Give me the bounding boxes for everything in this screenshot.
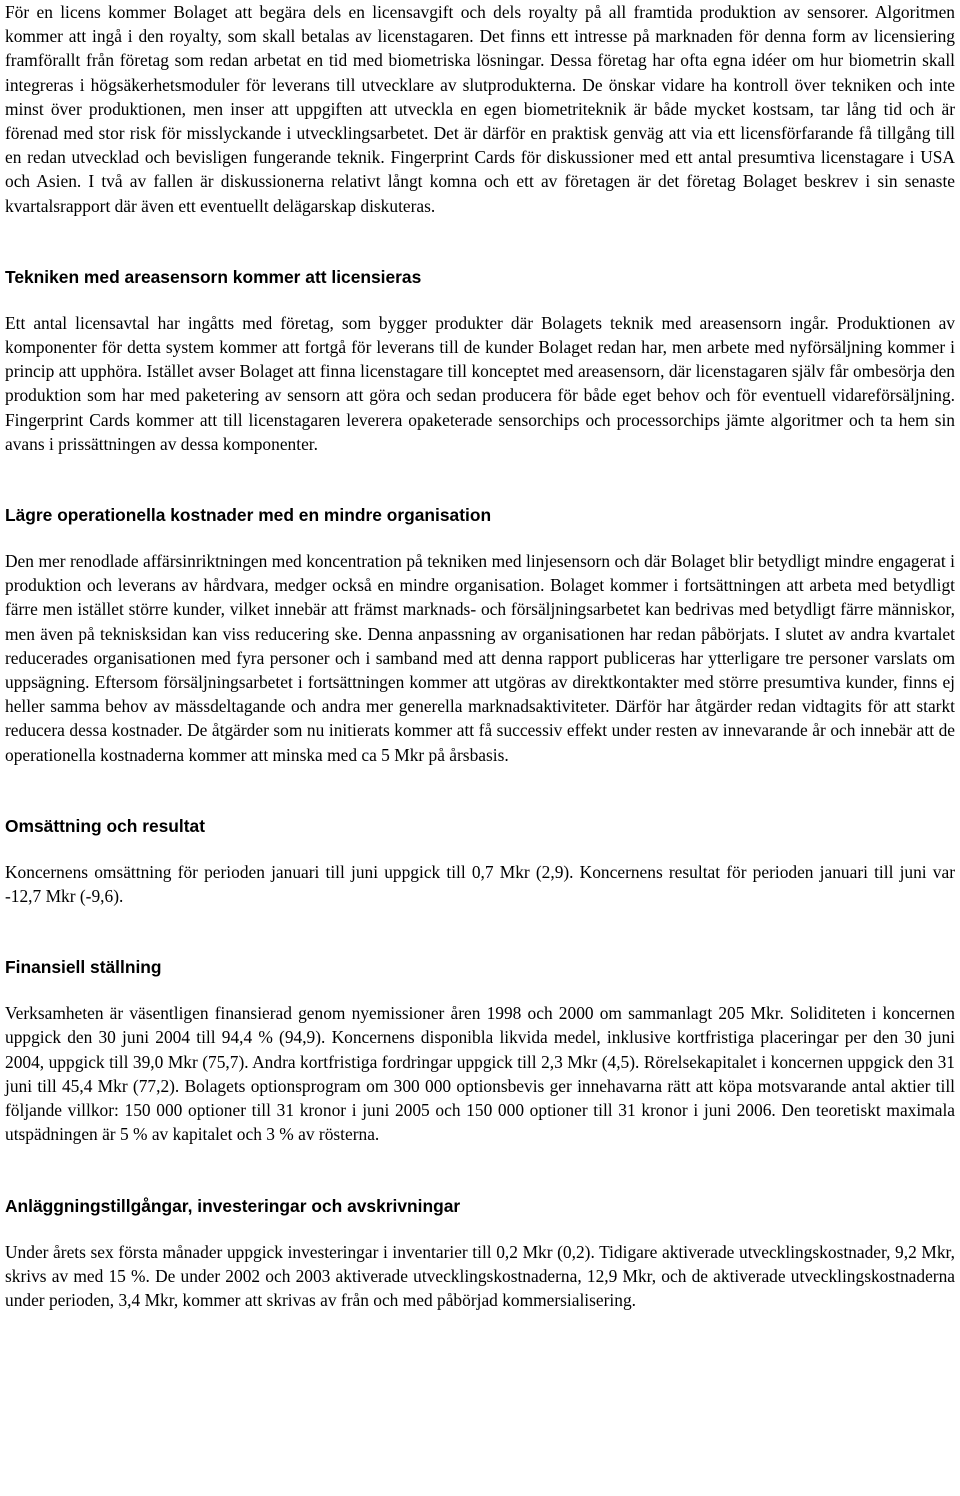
paragraph-fixed-assets-investments: Under årets sex första månader uppgick investeringar i inventarier till 0,2 Mkr (0,2). Tidigare aktiverade utvecklingskostnader, 9,2 Mkr, skrivs av med 15 %. De under 2002 och 2003 aktiverade utvecklingskostnaderna, 12,9 Mkr, och de aktiverade utvecklingskostnaderna under perioden, 3,4 Mkr, kommer att skrivas av från och med påbörjad kommersialisering. [5, 1241, 955, 1310]
heading-areasensor-licensing: Tekniken med areasensorn kommer att licensieras [5, 266, 422, 287]
heading-lower-operational-costs: Lägre operationella kostnader med en mindre organisation [5, 505, 492, 526]
heading-revenue-and-result: Omsättning och resultat [5, 815, 206, 836]
intro-paragraph: För en licens kommer Bolaget att begära dels en licensavgift och dels royalty på all framtida produktion av sensorer. Algoritmen kommer att ingå i den royalty, som skall betalas av licenstagaren. Det finns ett intresse på marknaden för denna form av licensiering framförallt från företag som redan arbetat en tid med biometriska lösningar. Dessa företag har ofta egna idéer om hur biometrin skall integreras i högsäkerhetsmoduler för leverans till utvecklare av slutprodukterna. De önskar vidare ha kontroll över tekniken och inte minst över produktionen, men inser att uppgiften att utveckla en egen biometriteknik är både mycket kostsam, tar lång tid och är förenad med stor risk för misslyckande i utvecklingsarbetet. Det är därför en praktisk genväg att via ett licensförfarande få tillgång till en redan utvecklad och bevisligen fungerande teknik. Fingerprint Cards för diskussioner med ett antal presumtiva licenstagare i USA och Asien. I två av fallen är diskussionerna relativt långt komna och ett av företagen är det företag Bolaget beskrev i sin senaste kvartalsrapport där även ett eventuellt delägarskap diskuteras. [5, 2, 955, 216]
heading-financial-position: Finansiell ställning [5, 957, 162, 978]
paragraph-lower-operational-costs: Den mer renodlade affärsinriktningen med koncentration på tekniken med linjesensorn och där Bolaget blir betydligt mindre engagerat i produktion och leverans av hårdvara, medger också en mindre organisation. Bolaget kommer i fortsättningen att arbeta med betydligt färre men istället större kunder, vilket innebär att främst marknads- och försäljningsarbetet kan bedrivas med betydligt färre människor, men även på teknisksidan kan viss reducering ske. Denna anpassning av organisationen har redan påbörjats. I slutet av andra kvartalet reducerades organisationen med fyra personer och i samband med att denna rapport publiceras har ytterligare tre personer varslats om uppsägning. Eftersom försäljningsarbetet i fortsättningen kommer att utgöras av direktkontakter med större presumtiva kunder, finns ej heller samma behov av mässdeltagande och andra mer generella marknadsaktiviteter. Därför har åtgärder redan vidtagits för att starkt reducera dessa kostnader. De åtgärder som nu initierats kommer att få successiv effekt under resten av innevarande år och innebär att de operationella kostnaderna kommer att minska med ca 5 Mkr på årsbasis. [5, 551, 955, 765]
paragraph-revenue-and-result: Koncernens omsättning för perioden januari till juni uppgick till 0,7 Mkr (2,9). Koncernens resultat för perioden januari till juni var -12,7 Mkr (-9,6). [5, 861, 955, 907]
heading-fixed-assets-investments: Anläggningstillgångar, investeringar och avskrivningar [5, 1195, 461, 1216]
paragraph-areasensor-licensing: Ett antal licensavtal har ingåtts med företag, som bygger produkter där Bolagets teknik med areasensorn ingår. Produktionen av komponenter för detta system kommer att fortgå för leverans till de kunder Bolaget redan har, men arbete med nyförsäljning kommer i princip att upphöra. Istället avser Bolaget att finna licenstagare till konceptet med areasensorn, där licenstagaren själv får ombesörja den produktion som har med paketering av sensorn att göra och sedan producera för både eget behov och för eventuell vidareförsäljning. Fingerprint Cards kommer att till licenstagaren leverera opaketerade sensorchips och processorchips jämte algoritmer och ta hem sin avans i prissättningen av dessa komponenter. [5, 312, 955, 454]
paragraph-financial-position: Verksamheten är väsentligen finansierad genom nyemissioner åren 1998 och 2000 om sammanlagt 205 Mkr. Soliditeten i koncernen uppgick den 30 juni 2004 till 94,4 % (94,9). Koncernens disponibla likvida medel, inklusive kortfristiga placeringar per den 30 juni 2004, uppgick till 39,0 Mkr (75,7). Andra kortfristiga fordringar uppgick till 2,3 Mkr (4,5). Rörelsekapitalet i koncernen uppgick den 31 juni till 45,4 Mkr (77,2). Bolagets optionsprogram om 300 000 optionsbevis ger innehavarna rätt att köpa motsvarande antal aktier till följande villkor: 150 000 optioner till 31 kronor i juni 2005 och 150 000 optioner till 31 kronor i juni 2006. Den teoretiskt maximala utspädningen är 5 % av kapitalet och 3 % av rösterna. [5, 1003, 955, 1145]
